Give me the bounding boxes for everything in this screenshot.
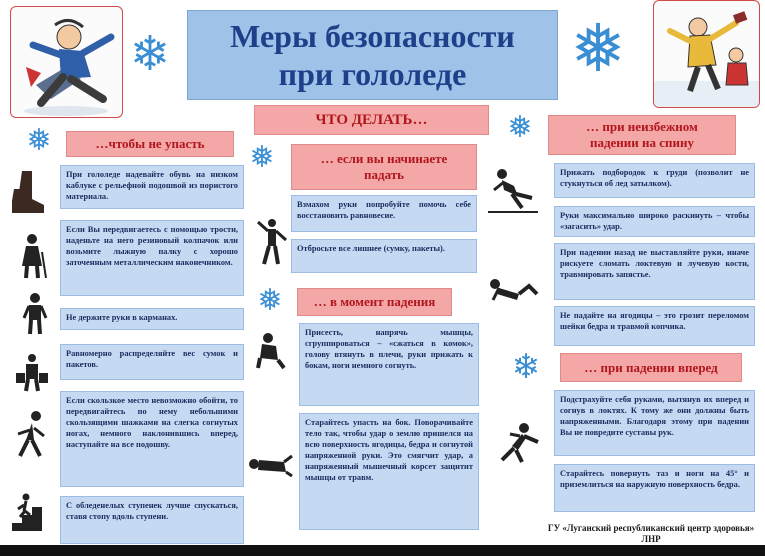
slipping-man-illustration — [10, 6, 123, 118]
walking-ice-icon — [12, 410, 52, 460]
slipping-kids-illustration — [653, 0, 760, 108]
tip-box: Присесть, напрячь мышцы, сгруппироваться – «сжаться в комок», голову втянуть в плечи, руки прижать к бокам, ноги немного согнуть. — [299, 323, 479, 406]
tip-box: Руки максимально широко раскинуть – чтобы «загасить» удар. — [554, 206, 755, 237]
tip-box: Если скользкое место невозможно обойти, то передвигайтесь по нему небольшими скользящими шажками на слегка согнутых ногах, немного наклонившись вперед, наступайте на все подошву. — [60, 391, 244, 487]
tip-box: Старайтесь упасть на бок. Поворачивайте тело так, чтобы удар о землю пришелся на всю поверхность ягодицы, бедра и согнутой напряженной руки. Это смягчит удар, а напряженный мышечный корсет защитит мышцы от травм. — [299, 413, 479, 530]
tip-box: Равномерно распределяйте вес сумок и пакетов. — [60, 344, 244, 380]
tip-box: Взмахом руки попробуйте помочь себе восстановить равновесие. — [291, 195, 477, 232]
tip-box: Не падайте на ягодицы – это грозит переломом шейки бедра и травмой копчика. — [554, 306, 755, 346]
tip-box: Отбросьте все лишнее (сумку, пакеты). — [291, 239, 477, 273]
forward-fall-icon — [492, 420, 542, 464]
header-start-fall: … если вы начинаете падать — [291, 144, 477, 190]
boot-icon — [10, 169, 50, 217]
crouch-icon — [254, 332, 288, 370]
person-hands-icon — [20, 292, 50, 336]
snowflake-icon: ❅ — [257, 284, 283, 317]
tip-box: Не держите руки в карманах. — [60, 308, 244, 330]
tip-box: Подстрахуйте себя руками, вытянув их вперед и согнув в локтях. К тому же они должны быть напряженными. Благодаря этому при падении Вы не повредите суставы рук. — [554, 390, 755, 456]
lying-back-icon — [487, 276, 539, 306]
footer-organization: ГУ «Луганский республиканский центр здоровья» ЛНР — [547, 523, 755, 544]
header-front-fall: … при падении вперед — [560, 353, 742, 382]
snowflake-icon: ❄ — [511, 349, 541, 386]
tip-box: С обледенелых ступенек лучше спускаться, ставя стопу вдоль ступени. — [60, 496, 244, 544]
snowflake-icon: ❅ — [249, 141, 275, 174]
stairs-icon — [10, 493, 50, 533]
tip-box: Старайтесь повернуть таз и ноги на 45° и приземлиться на наружную поверхность бедра. — [554, 464, 755, 512]
header-what-to-do: ЧТО ДЕЛАТЬ… — [254, 105, 489, 135]
header-not-fall: …чтобы не упасть — [66, 131, 234, 157]
tip-box: Прижать подбородок к груди (позволит не стукнуться об лед затылком). — [554, 163, 755, 198]
person-bags-icon — [14, 353, 50, 393]
balance-icon — [256, 218, 288, 266]
bottom-bar — [0, 545, 765, 556]
snowflake-icon: ❅ — [570, 13, 626, 86]
tip-box: Если Вы передвигаетесь с помощью трости, наденьте на него резиновый колпачок или возьмите лыжную палку с хорошо заточенным металлическим наконечником. — [60, 220, 244, 296]
tip-box: При падении назад не выставляйте руки, иначе рискуете сломать локтевую и лучевую кости, травмировать запястье. — [554, 243, 755, 300]
slip-back-icon — [488, 168, 538, 214]
snowflake-icon: ❄ — [129, 28, 171, 81]
elderly-cane-icon — [12, 232, 52, 280]
tip-box: При гололеде надевайте обувь на низком каблуке с рельефной подошвой из пористого материала. — [60, 165, 244, 209]
header-back-fall: … при неизбежном падении на спину — [548, 115, 736, 155]
snowflake-icon: ❅ — [26, 124, 52, 157]
header-moment-fall: … в момент падения — [297, 288, 452, 316]
snowflake-icon: ❅ — [507, 111, 533, 144]
side-fall-icon — [246, 448, 294, 478]
page-title: Меры безопасности при гололеде — [230, 18, 515, 92]
title-banner — [187, 10, 558, 100]
